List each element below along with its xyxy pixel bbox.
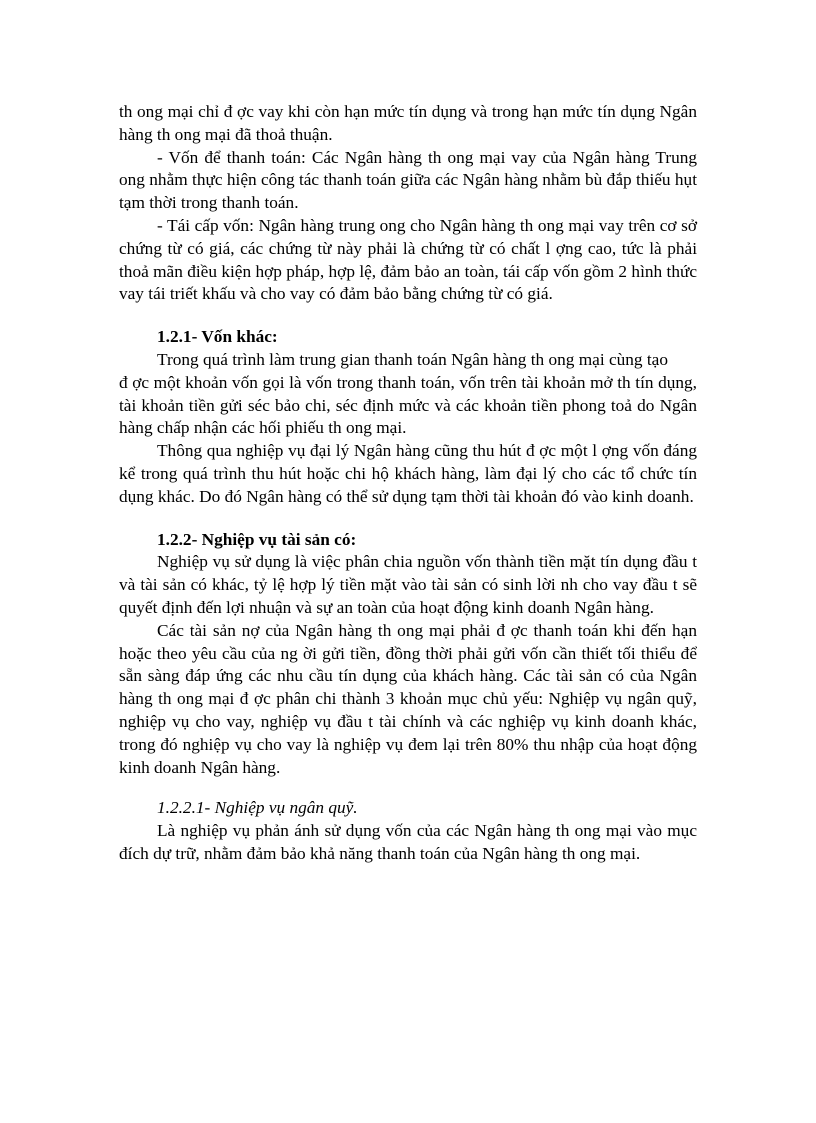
paragraph-refinancing: - Tái cấp vốn: Ngân hàng trung ong cho Ngân hàng th ong mại vay trên cơ sở chứng từ có giá, các chứng từ này phải là chứng từ có chất l ợng cao, tức là phải thoả mãn điều kiện hợp pháp, hợp lệ, đảm bảo an toàn, tái cấp vốn gồm 2 hình thức vay tái triết khấu và cho vay có đảm bảo bằng chứng từ có giá. — [119, 215, 697, 304]
section-heading-other-capital: 1.2.1- Vốn khác: — [157, 327, 278, 347]
paragraph-agency: Thông qua nghiệp vụ đại lý Ngân hàng cũng thu hút đ ợc một l ợng vốn đáng kể trong quá trình thu hút hoặc chi hộ khách hàng, làm đại lý cho các tổ chức tín dụng khác. Do đó Ngân hàng có thể sử dụng tạm thời tài khoản đó vào kinh doanh. — [119, 441, 697, 506]
paragraph-clearing-line1: Trong quá trình làm trung gian thanh toán Ngân hàng th ong mại cùng tạo — [157, 349, 668, 369]
paragraph-clearing-rest: đ ợc một khoản vốn gọi là vốn trong thanh toán, vốn trên tài khoản mở th tín dụng, tài khoản tiền gửi séc bảo chi, séc định mức và các khoản tiền phong toả do Ngân hàng chấp nhận các hối phiếu th ong mại. — [119, 372, 697, 438]
paragraph-payment-capital: - Vốn để thanh toán: Các Ngân hàng th ong mại vay của Ngân hàng Trung ong nhằm thực hiện công tác thanh toán giữa các Ngân hàng nhằm bù đắp thiếu hụt tạm thời trong thanh toán. — [119, 147, 697, 213]
paragraph-continued: th ong mại chỉ đ ợc vay khi còn hạn mức tín dụng và trong hạn mức tín dụng Ngân hàng th ong mại đã thoả thuận. — [119, 102, 697, 144]
paragraph-treasury: Là nghiệp vụ phản ánh sử dụng vốn của các Ngân hàng th ong mại vào mục đích dự trữ, nhằm đảm bảo khả năng thanh toán của Ngân hàng th ong mại. — [119, 821, 697, 863]
document-body — [119, 101, 697, 866]
paragraph-asset-categories: Các tài sản nợ của Ngân hàng th ong mại phải đ ợc thanh toán khi đến hạn hoặc theo yêu cầu của ng ời gửi tiền, đồng thời phải gửi vốn cần thiết tối thiểu để sẵn sàng đáp ứng các nhu cầu tín dụng của khách hàng. Các tài sản có của Ngân hàng th ong mại đ ợc phân chi thành 3 khoản mục chủ yếu: Nghiệp vụ ngân quỹ, nghiệp vụ cho vay, nghiệp vụ đầu t tài chính và các nghiệp vụ kinh doanh khác, trong đó nghiệp vụ cho vay là nghiệp vụ đem lại trên 80% thu nhập của hoạt động kinh doanh Ngân hàng. — [119, 620, 697, 777]
paragraph-asset-usage: Nghiệp vụ sử dụng là việc phân chia nguồn vốn thành tiền mặt tín dụng đầu t và tài sản có khác, tỷ lệ hợp lý tiền mặt vào tài sản có sinh lời nh cho vay đầu t sẽ quyết định đến lợi nhuận và sự an toàn của hoạt động kinh doanh Ngân hàng. — [119, 552, 697, 617]
subsection-heading-treasury: 1.2.2.1- Nghiệp vụ ngân quỹ. — [157, 798, 358, 818]
section-heading-assets: 1.2.2- Nghiệp vụ tài sản có: — [157, 529, 357, 549]
